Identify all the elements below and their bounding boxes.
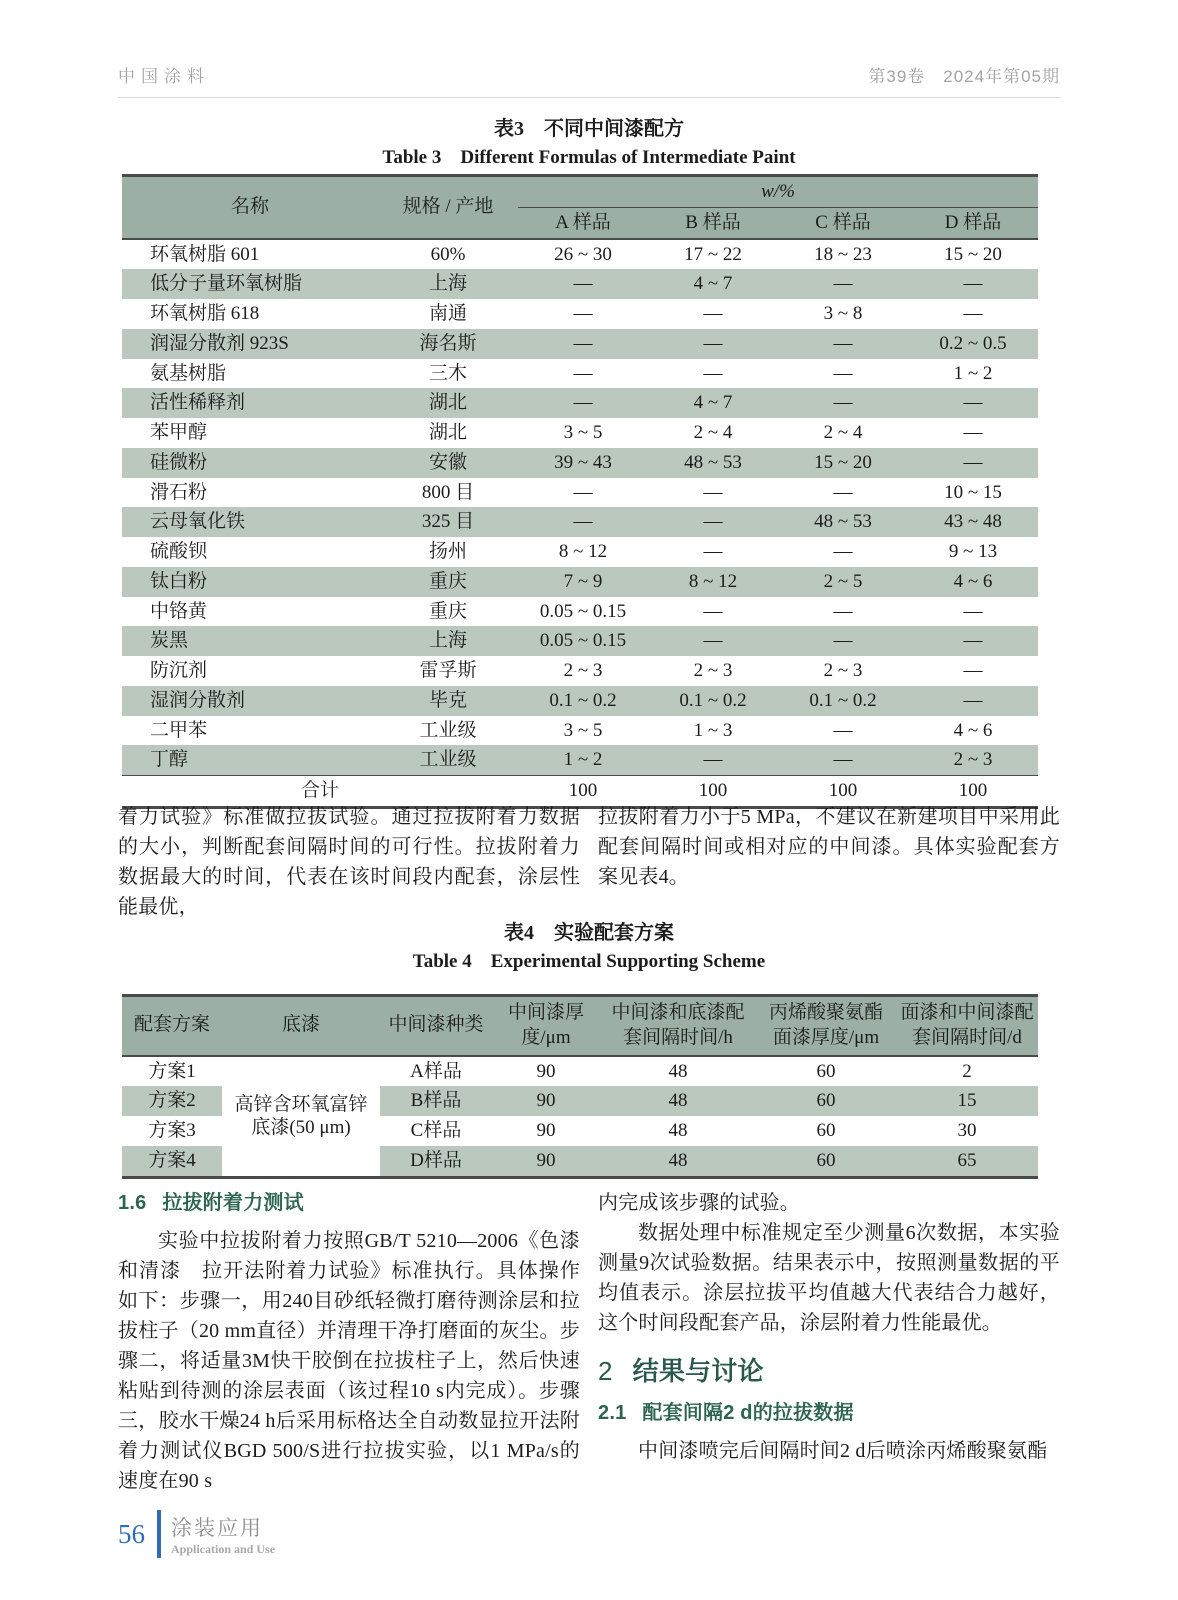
weight-percent: 0.2 ~ 0.5 bbox=[908, 329, 1038, 359]
scheme-value: 60 bbox=[756, 1146, 896, 1177]
table3-row bbox=[122, 359, 1038, 389]
scheme-label: 方案4 bbox=[122, 1146, 222, 1177]
weight-percent: — bbox=[778, 745, 908, 775]
weight-percent: 1 ~ 2 bbox=[953, 362, 993, 384]
spec-origin: 工业级 bbox=[378, 745, 518, 775]
weight-percent: 1 ~ 3 bbox=[693, 719, 733, 741]
primer-cell: 高锌含环氧富锌底漆(50 μm) bbox=[234, 1093, 368, 1139]
ingredient-name: 中铬黄 bbox=[150, 600, 208, 622]
weight-percent: 2 ~ 3 bbox=[908, 745, 1038, 775]
spec-origin: 南通 bbox=[428, 303, 467, 324]
table3-row bbox=[122, 567, 1038, 597]
weight-percent: — bbox=[778, 626, 908, 656]
scheme-value: 2 bbox=[962, 1060, 972, 1082]
table4-caption-cn: 表4 实验配套方案 bbox=[504, 922, 674, 944]
ingredient-name: 云母氧化铁 bbox=[122, 507, 378, 537]
weight-percent: 4 ~ 7 bbox=[648, 388, 778, 418]
spec-origin: 重庆 bbox=[428, 600, 467, 622]
paragraph: 拉拔附着力小于5 MPa，不建议在新建项目中采用此配套间隔时间或相对应的中间漆。具体实验配套方案见表4。 bbox=[598, 806, 1060, 888]
weight-percent: 4 ~ 6 bbox=[953, 719, 993, 741]
weight-percent: — bbox=[908, 388, 1038, 418]
scheme-value: 90 bbox=[536, 1120, 556, 1142]
weight-percent: 43 ~ 48 bbox=[908, 507, 1038, 537]
table3-row bbox=[122, 299, 1038, 329]
table3-row bbox=[122, 686, 1038, 716]
weight-percent: 7 ~ 9 bbox=[518, 567, 648, 597]
mid-paragraph-right bbox=[598, 802, 1060, 892]
table3-row bbox=[122, 597, 1038, 627]
total-value: 100 bbox=[908, 776, 1038, 808]
table3-row bbox=[122, 626, 1038, 656]
spec-origin: 海名斯 bbox=[378, 329, 518, 359]
weight-percent: — bbox=[518, 329, 648, 359]
weight-percent: 2 ~ 3 bbox=[823, 660, 863, 681]
col-header-spec: 规格 / 产地 bbox=[378, 176, 518, 239]
weight-percent: 18 ~ 23 bbox=[814, 243, 872, 265]
scheme-value: 48 bbox=[668, 1120, 688, 1142]
scheme-value: 48 bbox=[600, 1146, 756, 1177]
weight-percent: 0.1 ~ 0.2 bbox=[648, 686, 778, 716]
weight-percent: 48 ~ 53 bbox=[648, 448, 778, 478]
weight-percent: 4 ~ 7 bbox=[648, 269, 778, 299]
issue-info: 第39卷 2024年第05期 bbox=[868, 67, 1060, 86]
weight-percent: 2 ~ 3 bbox=[563, 660, 603, 681]
experimental-scheme-table bbox=[122, 994, 1038, 1179]
weight-percent: 8 ~ 12 bbox=[648, 567, 778, 597]
spec-origin: 湖北 bbox=[378, 388, 518, 418]
weight-percent: 0.1 ~ 0.2 bbox=[518, 686, 648, 716]
ingredient-name: 环氧树脂 618 bbox=[150, 303, 260, 324]
paragraph: 数据处理中标准规定至少测量6次数据，本实验测量9次试验数据。结果表示中，按照测量数据的平均值表示。涂层拉拔平均值越大代表结合力越好，这个时间段配套产品，涂层附着力性能最优。 bbox=[598, 1222, 1060, 1334]
scheme-value: 90 bbox=[492, 1146, 600, 1177]
weight-percent: 17 ~ 22 bbox=[684, 243, 742, 265]
weight-percent: 2 ~ 4 bbox=[823, 422, 863, 443]
paragraph: 中间漆喷完后间隔时间2 d后喷涂丙烯酸聚氨酯 bbox=[638, 1440, 1048, 1462]
table3-row bbox=[122, 418, 1038, 448]
weight-percent: — bbox=[963, 303, 983, 324]
col-header-interval-h: 中间漆和底漆配套间隔时间/h bbox=[600, 996, 756, 1056]
scheme-label: 方案2 bbox=[122, 1086, 222, 1116]
intermediate-paint-formula-table bbox=[122, 174, 1038, 809]
ingredient-name: 硅微粉 bbox=[122, 448, 378, 478]
table3-row bbox=[122, 478, 1038, 508]
ingredient-name: 滑石粉 bbox=[150, 481, 208, 503]
col-header-sample-c: C 样品 bbox=[778, 207, 908, 238]
weight-percent: 1 ~ 2 bbox=[518, 745, 648, 775]
section-title: 结果与讨论 bbox=[632, 1356, 764, 1386]
weight-percent: — bbox=[648, 626, 778, 656]
ingredient-name: 二甲苯 bbox=[150, 719, 208, 741]
scheme-label: 方案3 bbox=[148, 1120, 196, 1142]
weight-percent: 26 ~ 30 bbox=[554, 243, 612, 265]
weight-percent: — bbox=[648, 507, 778, 537]
ingredient-name: 炭黑 bbox=[122, 626, 378, 656]
weight-percent: 15 ~ 20 bbox=[778, 448, 908, 478]
table4-row bbox=[122, 1056, 1038, 1087]
spec-origin: 湖北 bbox=[428, 422, 467, 443]
section-2-1-heading bbox=[598, 1398, 1060, 1428]
section-1-6 bbox=[118, 1188, 580, 1496]
weight-percent: — bbox=[833, 481, 853, 503]
table3-caption-en: Table 3 Different Formulas of Intermediate Paint bbox=[382, 147, 796, 168]
weight-percent: — bbox=[778, 269, 908, 299]
col-header-sample-a: A 样品 bbox=[518, 207, 648, 238]
weight-percent: — bbox=[573, 362, 593, 384]
footer-divider-bar bbox=[157, 1510, 161, 1558]
spec-origin: 三木 bbox=[428, 362, 467, 384]
paragraph: 实验中拉拔附着力按照GB/T 5210—2006《色漆和清漆 拉开法附着力试验》标准执行。具体操作如下：步骤一，用240目砂纸轻微打磨待测涂层和拉拔柱子（20 mm直径）并清理干净打磨面的灰尘。步骤二，将适量3M快干胶倒在拉拔柱子上，然后快速粘贴到待测的涂层表面（该过程10 s内完成）。步骤三，胶水干燥24 h后采用标格达全自动数显拉开法附着力测试仪BGD 500/S进行拉拔实验，以1 MPa/s的速度在90 s bbox=[118, 1230, 580, 1492]
col-header-sample-b: B 样品 bbox=[648, 207, 778, 238]
weight-percent: — bbox=[833, 541, 853, 562]
spec-origin: 325 目 bbox=[378, 507, 518, 537]
spec-origin: 雷孚斯 bbox=[419, 660, 477, 681]
weight-percent: — bbox=[908, 626, 1038, 656]
section-title: 拉拔附着力测试 bbox=[162, 1192, 304, 1214]
total-value: 100 bbox=[518, 776, 648, 808]
col-header-interval-d: 面漆和中间漆配套间隔时间/d bbox=[896, 996, 1038, 1056]
weight-percent: 2 ~ 5 bbox=[778, 567, 908, 597]
weight-percent: — bbox=[703, 303, 723, 324]
scheme-value: 60 bbox=[756, 1086, 896, 1116]
spec-origin: 扬州 bbox=[428, 541, 467, 562]
scheme-value: 48 bbox=[668, 1060, 688, 1082]
weight-percent: 4 ~ 6 bbox=[908, 567, 1038, 597]
table3-row bbox=[122, 388, 1038, 418]
section-1-6-heading bbox=[118, 1188, 580, 1218]
weight-percent: 2 ~ 4 bbox=[693, 422, 733, 443]
col-header-name: 名称 bbox=[122, 176, 378, 239]
section-title: 配套间隔2 d的拉拔数据 bbox=[642, 1402, 854, 1424]
section-number: 2 bbox=[598, 1356, 613, 1386]
section-number: 2.1 bbox=[598, 1402, 627, 1424]
paragraph: 着力试验》标准做拉拔试验。通过拉拔附着力数据的大小，判断配套间隔时间的可行性。拉拔附着力数据最大的时间，代表在该时间段内配套，涂层性能最优， bbox=[118, 806, 580, 918]
weight-percent: — bbox=[648, 329, 778, 359]
running-head bbox=[118, 62, 1060, 98]
weight-percent: — bbox=[518, 507, 648, 537]
table4-caption-en: Table 4 Experimental Supporting Scheme bbox=[412, 951, 766, 972]
section-2-heading bbox=[598, 1356, 1060, 1386]
spec-origin: 安徽 bbox=[378, 448, 518, 478]
weight-percent: — bbox=[833, 362, 853, 384]
ingredient-name: 防沉剂 bbox=[150, 660, 208, 681]
weight-percent: 39 ~ 43 bbox=[518, 448, 648, 478]
paint-type: D样品 bbox=[380, 1146, 492, 1177]
col-header-primer: 底漆 bbox=[222, 996, 380, 1056]
mid-paragraph-left bbox=[118, 802, 580, 922]
weight-percent: — bbox=[963, 660, 983, 681]
total-value: 100 bbox=[778, 776, 908, 808]
scheme-value: 48 bbox=[600, 1086, 756, 1116]
weight-percent: 0.05 ~ 0.15 bbox=[518, 626, 648, 656]
table3-caption bbox=[0, 114, 1178, 173]
weight-percent: — bbox=[908, 686, 1038, 716]
table3-row bbox=[122, 537, 1038, 567]
weight-percent: 9 ~ 13 bbox=[948, 541, 998, 562]
paint-type: C样品 bbox=[410, 1120, 462, 1142]
col-header-sample-d: D 样品 bbox=[908, 207, 1038, 238]
col-header-paint-type: 中间漆种类 bbox=[380, 996, 492, 1056]
scheme-value: 65 bbox=[896, 1146, 1038, 1177]
ingredient-name: 氨基树脂 bbox=[150, 362, 227, 384]
paint-type: A样品 bbox=[410, 1060, 462, 1082]
footer-section-en: Application and Use bbox=[171, 1541, 276, 1556]
spec-origin: 上海 bbox=[378, 626, 518, 656]
weight-percent: — bbox=[518, 269, 648, 299]
table3-row bbox=[122, 269, 1038, 299]
weight-percent: 3 ~ 5 bbox=[563, 422, 603, 443]
weight-percent: 2 ~ 3 bbox=[693, 660, 733, 681]
ingredient-name: 活性稀释剂 bbox=[122, 388, 378, 418]
paragraph: 内完成该步骤的试验。 bbox=[598, 1192, 800, 1214]
weight-percent: — bbox=[703, 481, 723, 503]
scheme-value: 30 bbox=[957, 1120, 977, 1142]
table3-row bbox=[122, 745, 1038, 775]
ingredient-name: 硫酸钡 bbox=[150, 541, 208, 562]
col-header-w-percent: w/% bbox=[518, 176, 1038, 208]
ingredient-name: 苯甲醇 bbox=[150, 422, 208, 443]
table3-caption-cn: 表3 不同中间漆配方 bbox=[494, 118, 684, 140]
ingredient-name: 润湿分散剂 923S bbox=[122, 329, 378, 359]
weight-percent: — bbox=[778, 329, 908, 359]
table4-caption bbox=[0, 918, 1178, 977]
total-value: 100 bbox=[648, 776, 778, 808]
weight-percent: 3 ~ 5 bbox=[563, 719, 603, 741]
col-header-topcoat-thickness: 丙烯酸聚氨酯面漆厚度/μm bbox=[756, 996, 896, 1056]
table3-row bbox=[122, 239, 1038, 270]
col-header-scheme: 配套方案 bbox=[122, 996, 222, 1056]
scheme-value: 60 bbox=[816, 1120, 836, 1142]
spec-origin: 上海 bbox=[378, 269, 518, 299]
weight-percent: 15 ~ 20 bbox=[944, 243, 1002, 265]
col-header-thickness: 中间漆厚度/μm bbox=[492, 996, 600, 1056]
table3-row bbox=[122, 716, 1038, 746]
weight-percent: — bbox=[908, 448, 1038, 478]
table3-row bbox=[122, 507, 1038, 537]
paint-type: B样品 bbox=[380, 1086, 492, 1116]
weight-percent: — bbox=[703, 541, 723, 562]
scheme-value: 15 bbox=[896, 1086, 1038, 1116]
footer-section-cn: 涂装应用 bbox=[171, 1515, 263, 1540]
weight-percent: — bbox=[963, 600, 983, 622]
weight-percent: 10 ~ 15 bbox=[944, 481, 1002, 503]
weight-percent: — bbox=[648, 745, 778, 775]
weight-percent: — bbox=[833, 719, 853, 741]
weight-percent: — bbox=[703, 362, 723, 384]
scheme-value: 90 bbox=[536, 1060, 556, 1082]
weight-percent: 3 ~ 8 bbox=[823, 303, 863, 324]
weight-percent: — bbox=[518, 388, 648, 418]
weight-percent: 48 ~ 53 bbox=[778, 507, 908, 537]
weight-percent: — bbox=[778, 388, 908, 418]
weight-percent: 0.1 ~ 0.2 bbox=[778, 686, 908, 716]
scheme-label: 方案1 bbox=[148, 1060, 196, 1082]
spec-origin: 毕克 bbox=[378, 686, 518, 716]
table3-row bbox=[122, 656, 1038, 686]
table3-row bbox=[122, 448, 1038, 478]
spec-origin: 60% bbox=[430, 243, 466, 265]
weight-percent: 0.05 ~ 0.15 bbox=[539, 600, 627, 622]
weight-percent: — bbox=[573, 481, 593, 503]
weight-percent: — bbox=[963, 422, 983, 443]
table3-row bbox=[122, 329, 1038, 359]
weight-percent: — bbox=[833, 600, 853, 622]
section-number: 1.6 bbox=[118, 1192, 147, 1214]
spec-origin: 800 目 bbox=[421, 481, 475, 503]
ingredient-name: 低分子量环氧树脂 bbox=[122, 269, 378, 299]
weight-percent: — bbox=[573, 303, 593, 324]
spec-origin: 工业级 bbox=[419, 719, 477, 741]
scheme-value: 90 bbox=[492, 1086, 600, 1116]
right-bottom-column bbox=[598, 1188, 1060, 1466]
ingredient-name: 环氧树脂 601 bbox=[150, 243, 260, 265]
scheme-value: 60 bbox=[816, 1060, 836, 1082]
weight-percent: — bbox=[908, 269, 1038, 299]
total-label: 合计 bbox=[122, 776, 518, 808]
journal-name: 中国涂料 bbox=[118, 67, 210, 86]
ingredient-name: 钛白粉 bbox=[122, 567, 378, 597]
page-number: 56 bbox=[118, 1518, 145, 1549]
weight-percent: — bbox=[703, 600, 723, 622]
ingredient-name: 丁醇 bbox=[122, 745, 378, 775]
page-footer bbox=[118, 1510, 275, 1558]
weight-percent: 8 ~ 12 bbox=[558, 541, 608, 562]
spec-origin: 重庆 bbox=[378, 567, 518, 597]
ingredient-name: 湿润分散剂 bbox=[122, 686, 378, 716]
